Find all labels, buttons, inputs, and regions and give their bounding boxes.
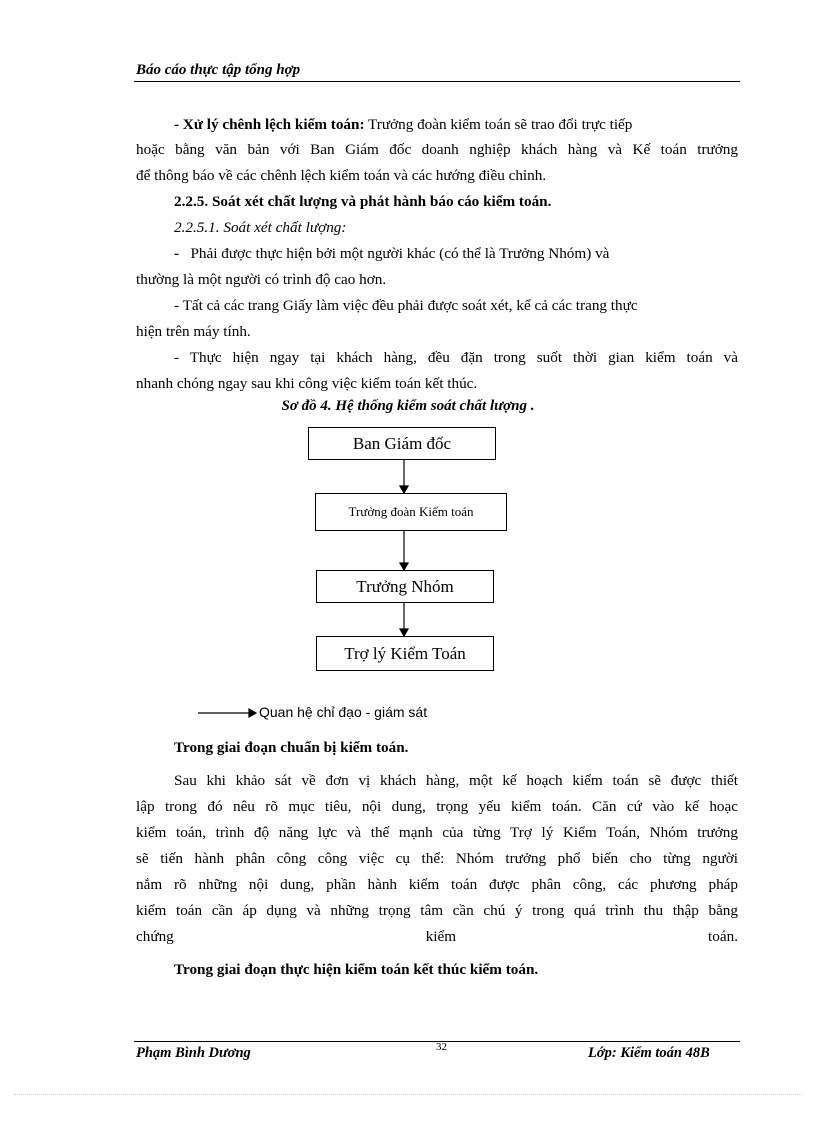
page-header-title: Báo cáo thực tập tổng hợp: [136, 62, 301, 78]
diagram-box-audit-assistant: Trợ lý Kiểm Toán: [316, 636, 494, 671]
heading-preparation-phase: Trong giai đoạn chuẩn bị kiểm toán.: [174, 739, 409, 756]
paragraph-plan-line-6: kiểm toán cần áp dụng và những trọng tâm cần chú ý trong quá trình thu thập bằng: [136, 902, 738, 919]
diagram-box-audit-team-leader: Trưởng đoàn Kiểm toán: [315, 493, 507, 531]
subsection-heading-2-2-5-1: 2.2.5.1. Soát xét chất lượng:: [174, 219, 347, 236]
arrow-board-to-team-leader: [400, 460, 408, 493]
paragraph-audit-differences-line-2: hoặc bằng văn bản với Ban Giám đốc doanh nghiệp khách hàng và Kế toán trưởng: [136, 141, 738, 158]
paragraph-plan-line-5: nắm rõ những nội dung, phần hành kiểm toán được phân công, các phương pháp: [136, 876, 738, 893]
paragraph-plan-line-4: sẽ tiến hành phân công công việc cụ thể: Nhóm trưởng phổ biến cho từng người: [136, 850, 738, 867]
page-number: 32: [436, 1041, 447, 1053]
legend-arrow: [198, 709, 256, 717]
paragraph-audit-differences-line-3: để thông báo về các chênh lệch kiểm toán và các hướng điều chỉnh.: [136, 167, 547, 184]
footer-class: Lớp: Kiểm toán 48B: [588, 1045, 710, 1061]
heading-execution-phase: Trong giai đoạn thực hiện kiểm toán kết thúc kiểm toán.: [174, 961, 539, 978]
bullet-working-papers-line-1: - Tất cả các trang Giấy làm việc đều phải được soát xét, kể cả các trang thực: [174, 297, 638, 314]
arrow-group-leader-to-assistant: [400, 603, 408, 636]
paragraph-plan-line-2: lập trong đó nêu rõ mục tiêu, nội dung, trọng yếu kiểm toán. Căn cứ vào kế hoạc: [136, 798, 738, 815]
footer-author: Phạm Bình Dương: [136, 1045, 251, 1061]
bullet-onsite-line-2: nhanh chóng ngay sau khi công việc kiểm toán kết thúc.: [136, 375, 478, 392]
paragraph-plan-line-7: chứng kiểm toán.: [136, 928, 738, 945]
bullet-working-papers-line-2: hiện trên máy tính.: [136, 323, 251, 340]
arrow-team-leader-to-group-leader: [400, 531, 408, 570]
bullet-onsite-line-1: - Thực hiện ngay tại khách hàng, đều đặn trong suốt thời gian kiểm toán và: [174, 349, 738, 366]
paragraph-plan-line-3: kiểm toán, trình độ năng lực và thế mạnh của từng Trợ lý Kiểm Toán, Nhóm trưởng: [136, 824, 738, 841]
diagram-box-group-leader: Trưởng Nhóm: [316, 570, 494, 603]
diagram-box-board-of-directors: Ban Giám đốc: [308, 427, 496, 460]
page-bottom-border: [14, 1094, 802, 1095]
section-heading-2-2-5: 2.2.5. Soát xét chất lượng và phát hành báo cáo kiểm toán.: [174, 193, 552, 210]
bullet-reviewer-line-1: - Phải được thực hiện bởi một người khác (có thể là Trưởng Nhóm) và: [174, 245, 610, 262]
paragraph-plan-line-1: Sau khi khảo sát về đơn vị khách hàng, một kế hoạch kiểm toán sẽ được thiết: [174, 772, 738, 789]
diagram-caption: Sơ đồ 4. Hệ thống kiểm soát chất lượng .: [281, 398, 535, 414]
audit-differences-lead: - Xử lý chênh lệch kiểm toán:: [174, 116, 365, 133]
diagram-legend-label: Quan hệ chỉ đạo - giám sát: [259, 704, 428, 720]
bullet-reviewer-line-2: thường là một người có trình độ cao hơn.: [136, 271, 387, 288]
paragraph-audit-differences-line-1: - Xử lý chênh lệch kiểm toán: Trưởng đoàn kiểm toán sẽ trao đổi trực tiếp: [174, 116, 633, 133]
